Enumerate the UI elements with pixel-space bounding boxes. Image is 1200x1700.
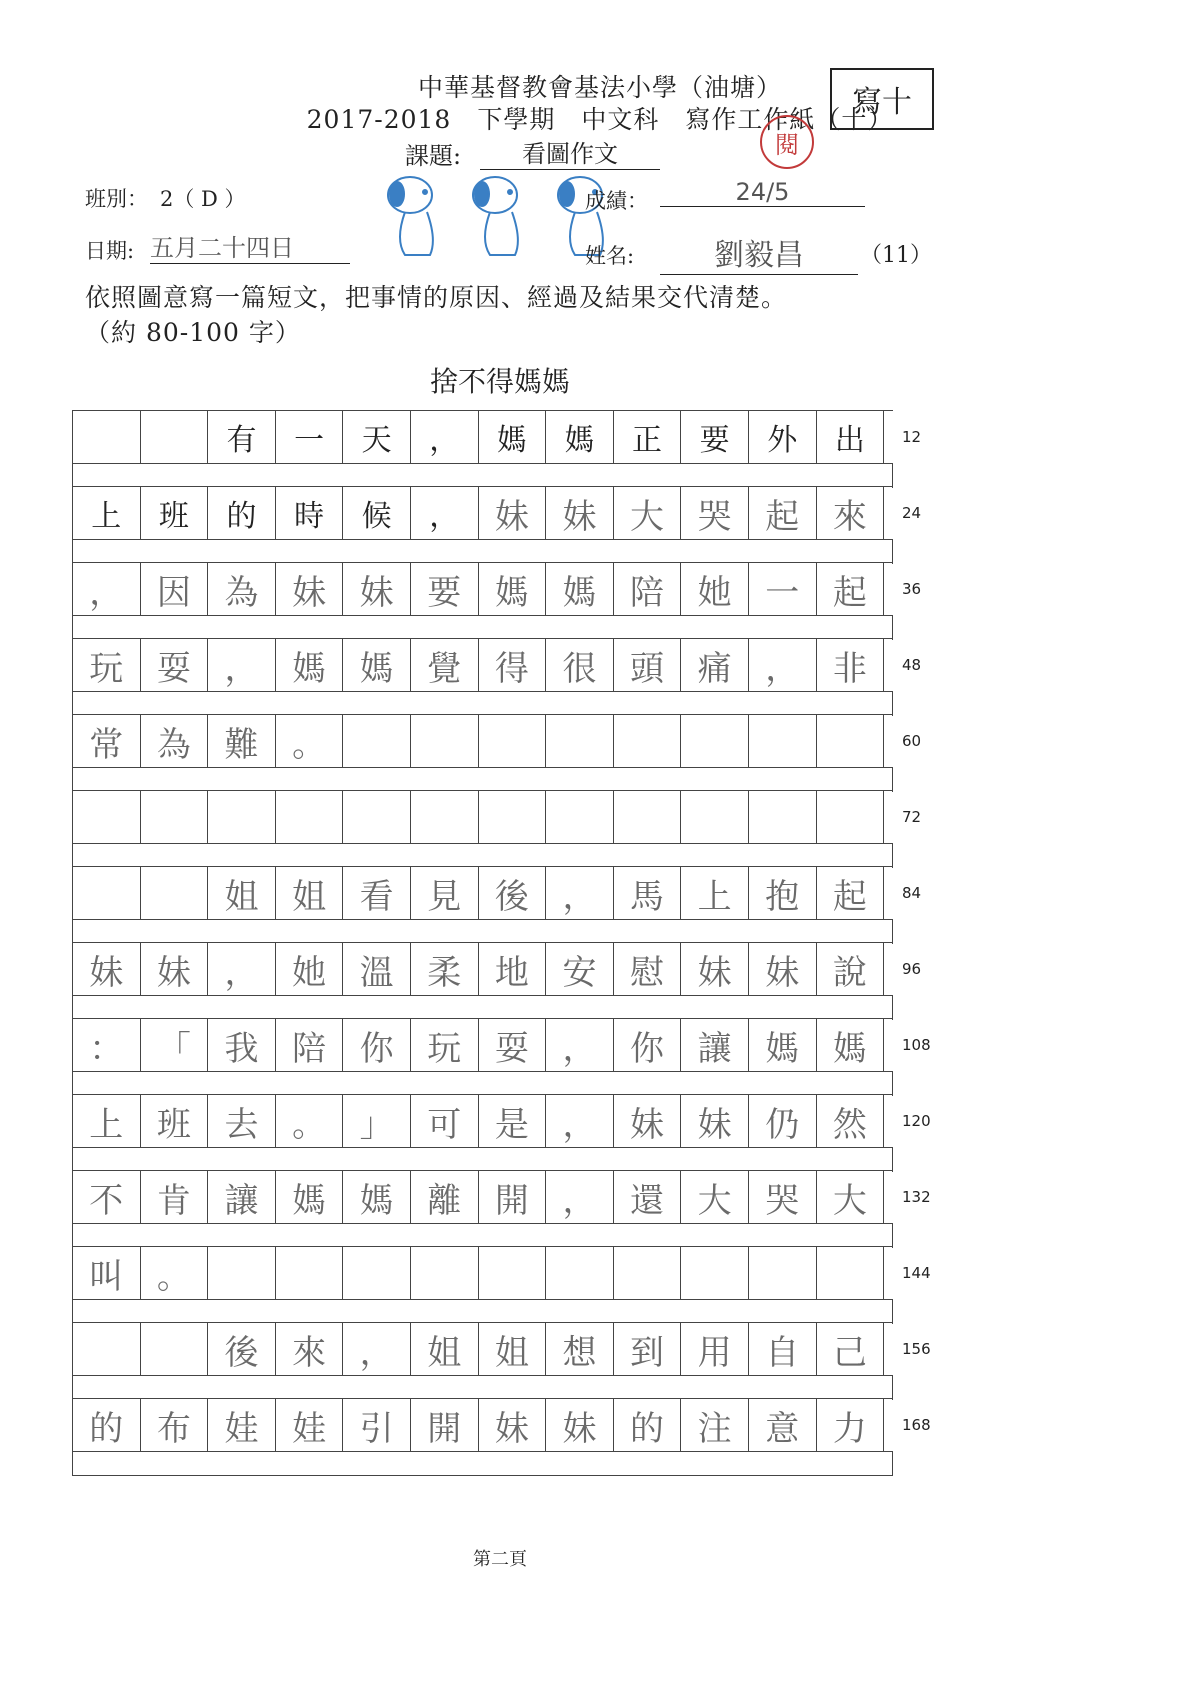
grid-row [72, 1246, 893, 1324]
row-char-count: 36 [902, 580, 922, 598]
grid-cell: 布 [141, 1399, 209, 1451]
grid-cell: 妹 [276, 563, 344, 615]
grid-cell: 痛 [681, 639, 749, 691]
grid-cell: 妹 [141, 943, 209, 995]
grid-cell: 引 [343, 1399, 411, 1451]
row-char-count: 168 [902, 1416, 931, 1434]
grid-cell: 媽 [479, 411, 547, 463]
grid-cell: 玩 [73, 639, 141, 691]
grid-cell: 非 [817, 639, 885, 691]
grid-cell: 外 [749, 411, 817, 463]
grid-cell: 上 [681, 867, 749, 919]
row-char-count: 156 [902, 1340, 931, 1358]
grid-cell: 來 [276, 1323, 344, 1375]
grid-cell: 她 [681, 563, 749, 615]
grid-cell: 開 [411, 1399, 479, 1451]
grid-cell [73, 411, 141, 463]
grid-cell: 見 [411, 867, 479, 919]
grid-cell: 為 [141, 715, 209, 767]
grid-cell [411, 1247, 479, 1299]
grid-cell: 離 [411, 1171, 479, 1223]
grid-cell: 溫 [343, 943, 411, 995]
grid-cell [73, 791, 141, 843]
grid-cell: 地 [479, 943, 547, 995]
grid-cell: 天 [343, 411, 411, 463]
grid-cell: 是 [479, 1095, 547, 1147]
grid-cell: 媽 [276, 639, 344, 691]
grid-cell: 慰 [614, 943, 682, 995]
grid-cell [343, 715, 411, 767]
grid-cell: 到 [614, 1323, 682, 1375]
grid-cell: 妹 [681, 1095, 749, 1147]
grid-cell: 要 [681, 411, 749, 463]
essay-title: 捨不得媽媽 [429, 365, 570, 398]
grid-cell [141, 411, 209, 463]
grid-cell: 班 [141, 1095, 209, 1147]
grid-cell [681, 715, 749, 767]
grid-cell: 出 [817, 411, 885, 463]
grid-cell [749, 791, 817, 843]
grid-cell: 注 [681, 1399, 749, 1451]
grid-cell: 我 [208, 1019, 276, 1071]
grid-cell: 耍 [141, 639, 209, 691]
grid-cell: 可 [411, 1095, 479, 1147]
grid-cell: ， [546, 1171, 614, 1223]
grid-cell: 妹 [343, 563, 411, 615]
grid-cell: 看 [343, 867, 411, 919]
row-char-count: 60 [902, 732, 922, 750]
grid-cell: 「 [141, 1019, 209, 1071]
grid-cell: 妹 [614, 1095, 682, 1147]
grid-cell: 上 [73, 1095, 141, 1147]
grid-cell [681, 1247, 749, 1299]
grid-row [72, 486, 893, 564]
grid-cell: 得 [479, 639, 547, 691]
grid-cell [614, 791, 682, 843]
instruction-line-1: 依照圖意寫一篇短文，把事情的原因、經過及結果交代清楚。 [85, 283, 788, 312]
row-char-count: 48 [902, 656, 922, 674]
grid-cell: 媽 [546, 411, 614, 463]
grid-cell: 姐 [208, 867, 276, 919]
grid-cell: 妹 [479, 1399, 547, 1451]
grid-cell: 」 [343, 1095, 411, 1147]
grid-cell: 你 [343, 1019, 411, 1071]
grid-cell: 的 [208, 487, 276, 539]
grid-row [72, 562, 893, 640]
grid-row [72, 638, 893, 716]
grid-cell: 姐 [276, 867, 344, 919]
grid-cell: 的 [73, 1399, 141, 1451]
class-label: 班別： [85, 187, 148, 211]
grid-cell: 起 [817, 563, 885, 615]
grid-cell: 媽 [546, 563, 614, 615]
grid-cell [749, 715, 817, 767]
name-label: 姓名: [585, 244, 635, 268]
grid-cell [411, 715, 479, 767]
grid-cell [411, 791, 479, 843]
grid-cell [614, 715, 682, 767]
grid-cell: 很 [546, 639, 614, 691]
grid-cell: 耍 [479, 1019, 547, 1071]
class-value: 2（ D ） [160, 187, 246, 211]
grid-cell: 媽 [343, 1171, 411, 1223]
grid-cell [479, 1247, 547, 1299]
grid-cell: 一 [276, 411, 344, 463]
grid-row [72, 1018, 893, 1096]
grid-cell: 力 [817, 1399, 885, 1451]
grid-cell: 姐 [479, 1323, 547, 1375]
grid-cell: 大 [614, 487, 682, 539]
grid-cell: 大 [681, 1171, 749, 1223]
grid-cell: 時 [276, 487, 344, 539]
school-name: 中華基督教會基法小學（油塘） [417, 73, 782, 102]
grid-row [72, 790, 893, 868]
grid-cell: 頭 [614, 639, 682, 691]
grid-cell: 還 [614, 1171, 682, 1223]
grid-cell [817, 791, 885, 843]
grid-cell: ， [343, 1323, 411, 1375]
grid-cell [208, 1247, 276, 1299]
grade-label: 成績： [585, 189, 648, 213]
grid-cell: 。 [276, 715, 344, 767]
grid-cell [343, 791, 411, 843]
grid-cell: 要 [411, 563, 479, 615]
grid-cell [343, 1247, 411, 1299]
grid-cell: 候 [343, 487, 411, 539]
grid-cell: 妹 [749, 943, 817, 995]
grid-cell [817, 1247, 885, 1299]
grid-cell [141, 1323, 209, 1375]
row-char-count: 24 [902, 504, 922, 522]
grid-cell: 妹 [479, 487, 547, 539]
row-char-count: 12 [902, 428, 922, 446]
grid-cell: 媽 [749, 1019, 817, 1071]
grid-cell [276, 1247, 344, 1299]
name-value: 劉毅昌 [660, 230, 858, 275]
grid-cell: 媽 [276, 1171, 344, 1223]
grid-cell [614, 1247, 682, 1299]
grid-cell: 想 [546, 1323, 614, 1375]
grid-row [72, 942, 893, 1020]
grid-cell [749, 1247, 817, 1299]
grid-cell [546, 1247, 614, 1299]
row-char-count: 72 [902, 808, 922, 826]
grid-cell: 正 [614, 411, 682, 463]
grid-cell: 哭 [681, 487, 749, 539]
grid-cell: 後 [208, 1323, 276, 1375]
grid-cell: 安 [546, 943, 614, 995]
row-char-count: 132 [902, 1188, 931, 1206]
grid-cell: 柔 [411, 943, 479, 995]
topic-label: 課題: [405, 142, 462, 170]
grid-cell: 肯 [141, 1171, 209, 1223]
grid-cell: 仍 [749, 1095, 817, 1147]
grid-row [72, 1398, 893, 1476]
checked-stamp: 閱 [760, 115, 814, 169]
instruction-line-2: （約 80-100 字） [85, 318, 301, 347]
grid-cell: 讓 [681, 1019, 749, 1071]
row-char-count: 84 [902, 884, 922, 902]
grid-cell: 妹 [546, 487, 614, 539]
grid-cell: 說 [817, 943, 885, 995]
grid-cell: 班 [141, 487, 209, 539]
grid-cell: ， [73, 563, 141, 615]
grid-cell: ， [749, 639, 817, 691]
grid-cell: 妹 [73, 943, 141, 995]
grid-cell [73, 1323, 141, 1375]
grid-cell: 一 [749, 563, 817, 615]
grid-cell: 起 [817, 867, 885, 919]
grid-cell: 你 [614, 1019, 682, 1071]
grid-cell: 娃 [208, 1399, 276, 1451]
grid-cell: ， [411, 487, 479, 539]
grid-cell: 玩 [411, 1019, 479, 1071]
grid-cell [73, 867, 141, 919]
grid-cell: 妹 [681, 943, 749, 995]
grid-cell: 陪 [276, 1019, 344, 1071]
grid-cell: 來 [817, 487, 885, 539]
grid-cell: 然 [817, 1095, 885, 1147]
grid-cell: 後 [479, 867, 547, 919]
grid-row [72, 1170, 893, 1248]
grid-cell: 媽 [817, 1019, 885, 1071]
grid-cell: 常 [73, 715, 141, 767]
grid-row [72, 866, 893, 944]
date-value: 五月二十四日 [150, 228, 350, 264]
grid-cell [546, 791, 614, 843]
grid-cell [817, 715, 885, 767]
grid-cell: 因 [141, 563, 209, 615]
grid-cell: 開 [479, 1171, 547, 1223]
grid-cell: 她 [276, 943, 344, 995]
grid-cell: 。 [276, 1095, 344, 1147]
grid-cell: 馬 [614, 867, 682, 919]
grid-cell [546, 715, 614, 767]
grid-cell: 去 [208, 1095, 276, 1147]
grid-cell [681, 791, 749, 843]
grid-cell: 有 [208, 411, 276, 463]
grid-cell: 上 [73, 487, 141, 539]
term-line: 2017-2018 下學期 中文科 寫作工作紙（十） [306, 105, 894, 134]
grid-cell: 陪 [614, 563, 682, 615]
grid-row [72, 410, 893, 488]
grid-row [72, 1094, 893, 1172]
grade-value: 24/5 [660, 178, 865, 207]
grid-cell [141, 867, 209, 919]
topic-value: 看圖作文 [480, 134, 660, 170]
grid-cell: 起 [749, 487, 817, 539]
grid-cell: 為 [208, 563, 276, 615]
grid-cell: 媽 [479, 563, 547, 615]
grid-cell: 媽 [343, 639, 411, 691]
grid-cell [141, 791, 209, 843]
grid-cell: ： [73, 1019, 141, 1071]
student-number: （11） [860, 243, 932, 268]
grid-cell [479, 715, 547, 767]
grid-cell: ， [546, 867, 614, 919]
grid-cell: 己 [817, 1323, 885, 1375]
grid-cell: 哭 [749, 1171, 817, 1223]
grid-cell: 叫 [73, 1247, 141, 1299]
grid-cell: 用 [681, 1323, 749, 1375]
grid-cell: 的 [614, 1399, 682, 1451]
grid-cell: 姐 [411, 1323, 479, 1375]
grid-cell: ， [411, 411, 479, 463]
row-char-count: 96 [902, 960, 922, 978]
grid-cell: 覺 [411, 639, 479, 691]
grid-cell [479, 791, 547, 843]
grid-cell: ， [208, 639, 276, 691]
grid-row [72, 714, 893, 792]
worksheet-badge: 寫十 [830, 68, 934, 130]
grid-cell: ， [208, 943, 276, 995]
grid-cell: 意 [749, 1399, 817, 1451]
grid-cell: 娃 [276, 1399, 344, 1451]
grid-cell: 抱 [749, 867, 817, 919]
grid-cell: 妹 [546, 1399, 614, 1451]
row-char-count: 120 [902, 1112, 931, 1130]
row-char-count: 144 [902, 1264, 931, 1282]
grid-cell: 讓 [208, 1171, 276, 1223]
grid-cell: ， [546, 1019, 614, 1071]
grid-cell [276, 791, 344, 843]
grid-cell: 。 [141, 1247, 209, 1299]
grid-cell: 大 [817, 1171, 885, 1223]
grid-cell: ， [546, 1095, 614, 1147]
row-char-count: 108 [902, 1036, 931, 1054]
grid-cell: 自 [749, 1323, 817, 1375]
grid-cell: 不 [73, 1171, 141, 1223]
grid-cell: 難 [208, 715, 276, 767]
grid-cell [208, 791, 276, 843]
page-number: 第二頁 [473, 1549, 527, 1570]
date-label: 日期: [85, 239, 135, 263]
grid-row [72, 1322, 893, 1400]
